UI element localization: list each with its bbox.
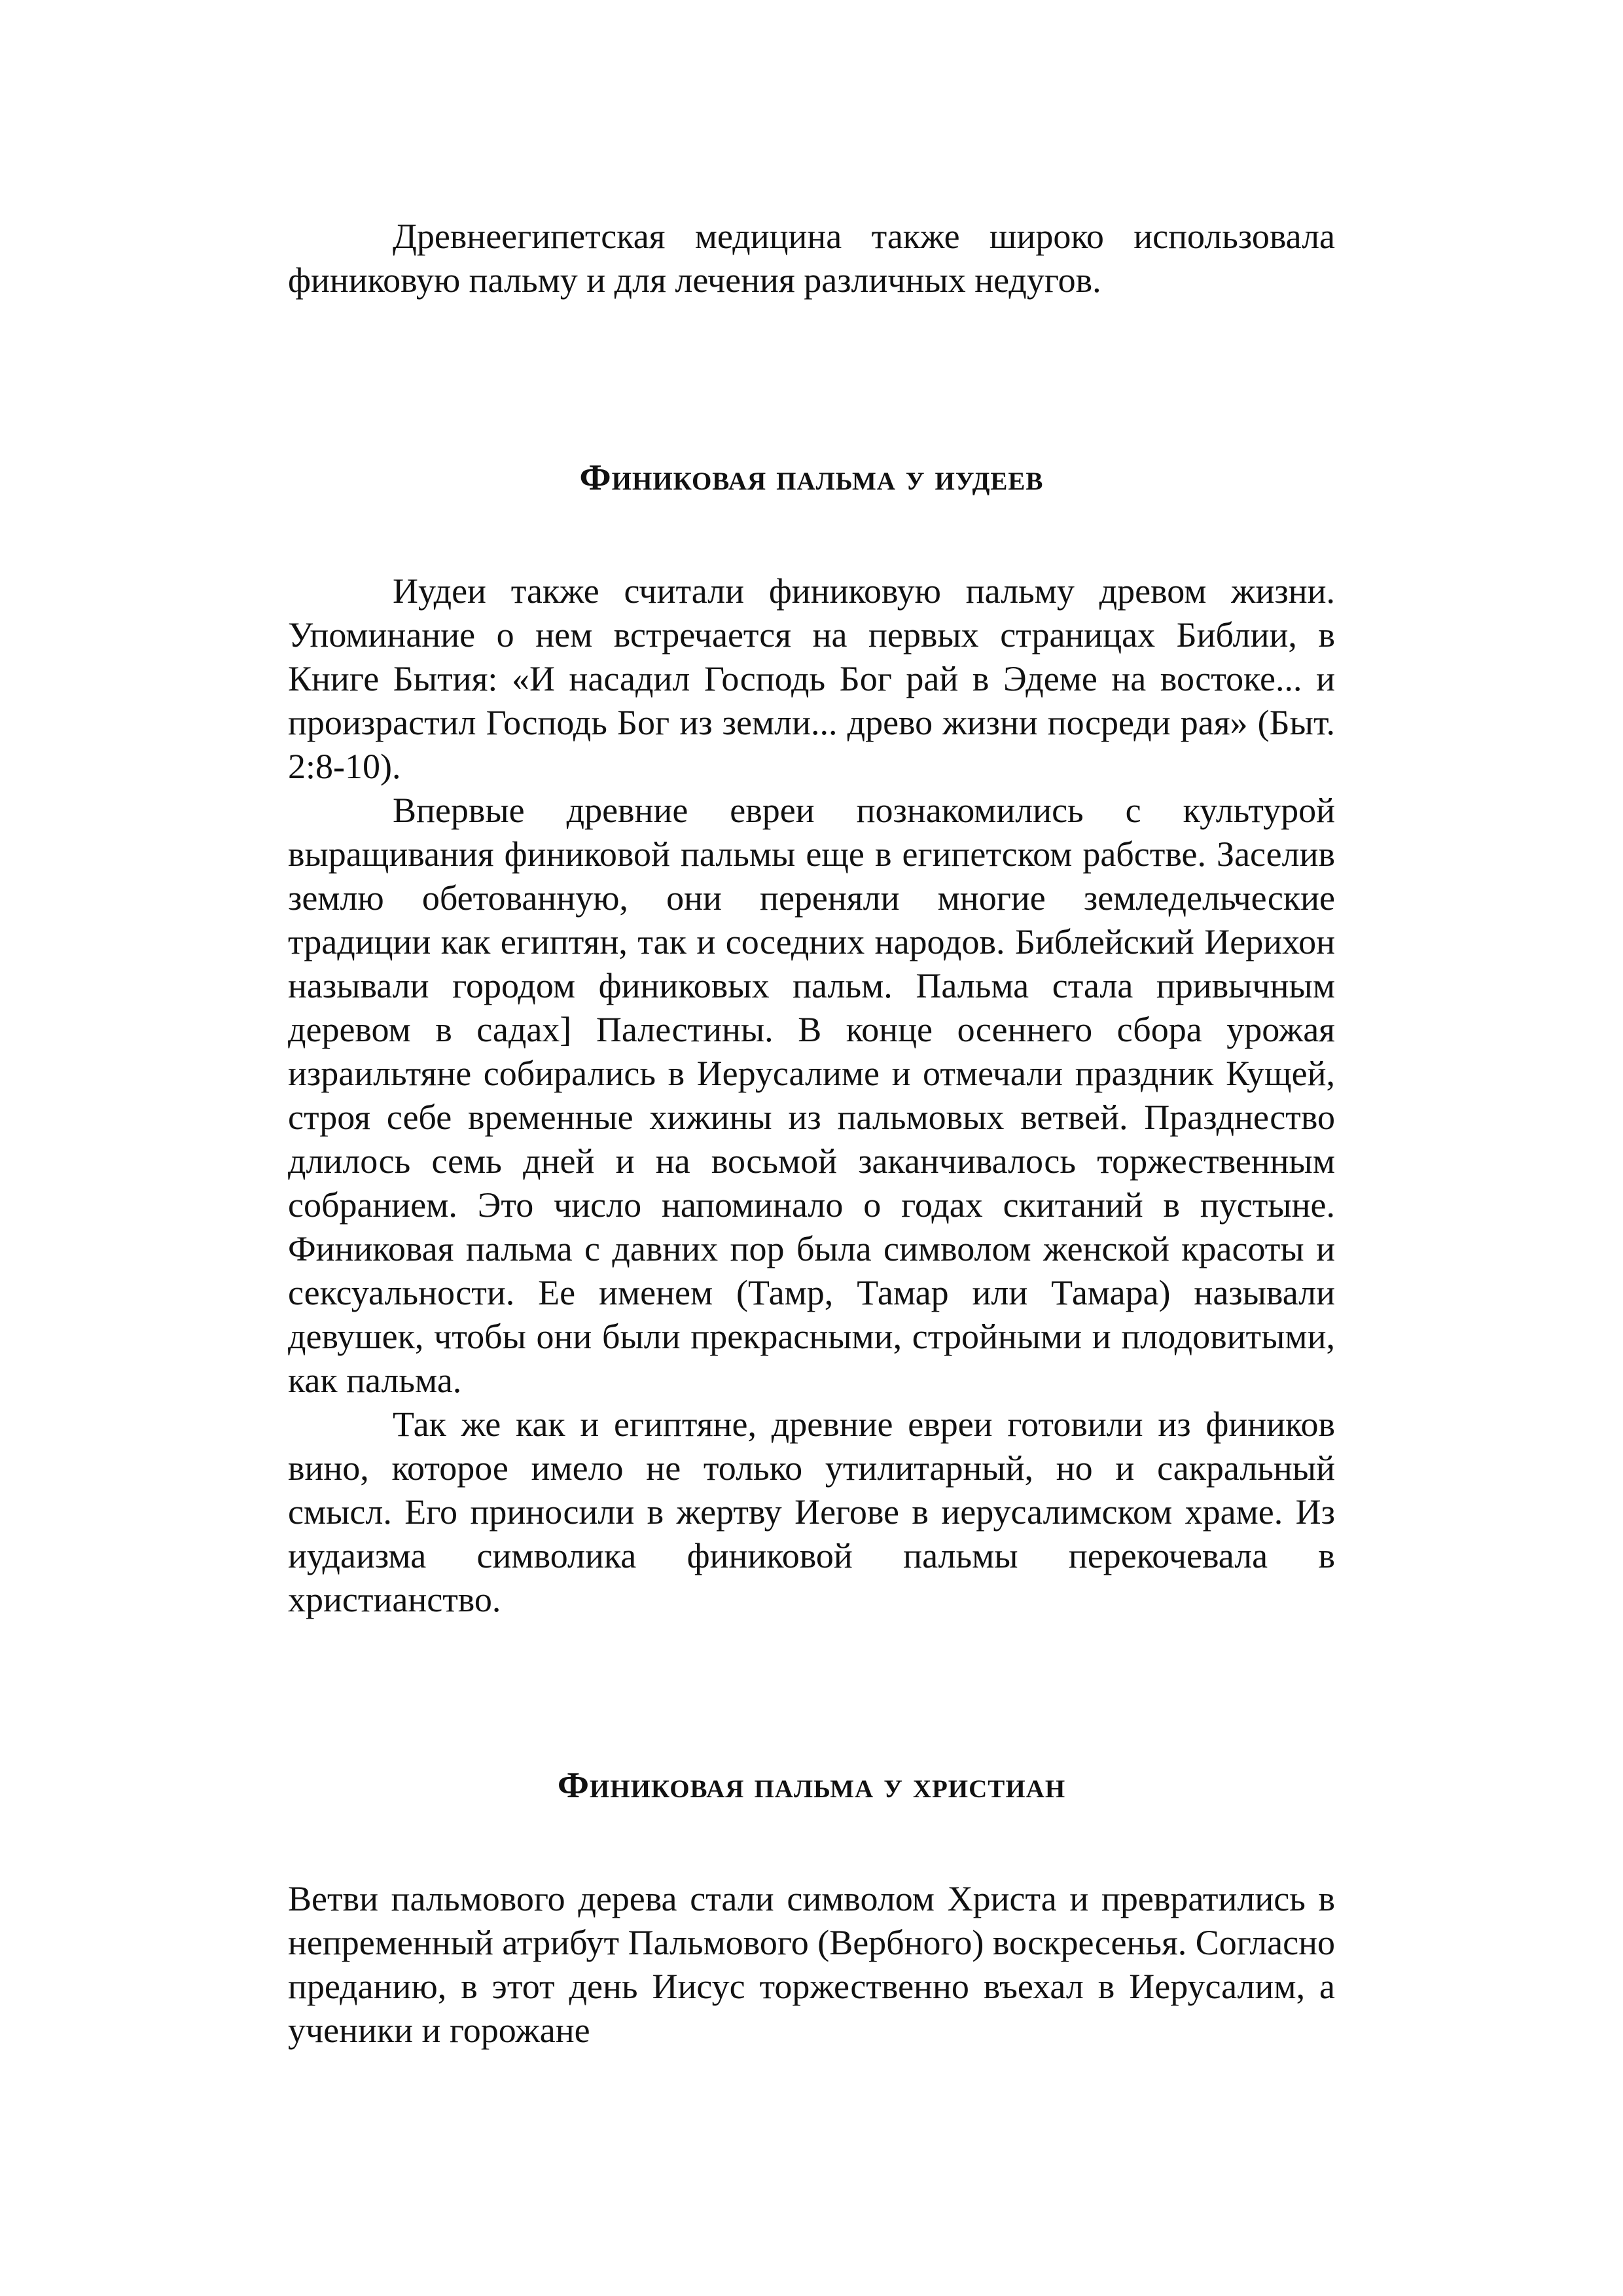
judaism-paragraph-3: Так же как и египтяне, древние евреи готовили из фиников вино, которое имело не только утилитарный, но и сакральный смысл. Его приносили в жертву Иегове в иерусалимском храме. Из иудаизма символика финиковой пальмы перекочевала в христианство. — [288, 1405, 1335, 1619]
section-heading-christian: Финиковая пальма у христиан — [557, 1765, 1066, 1806]
judaism-paragraph-1: Иудеи также считали финиковую пальму древом жизни. Упоминание о нем встречается на первых страницах Библии, в Книге Бытия: «И насадил Господь Бог рай в Эдеме на востоке... и произрастил Господь Бог из земли... древо жизни посреди рая» (Быт. 2:8-10). — [288, 571, 1335, 786]
christian-paragraph-1: Ветви пальмового дерева стали символом Христа и превратились в непременный атрибут Пальмового (Вербного) воскресенья. Согласно преданию, в этот день Иисус торжественно въехал в Иерусалим, а ученики и горожане — [288, 1879, 1335, 2050]
intro-text-block — [288, 215, 1335, 302]
judaism-text-block — [288, 569, 1335, 1622]
section-heading-judaism: Финиковая пальма у иудеев — [579, 457, 1044, 498]
intro-paragraph-1: Древнеегипетская медицина также широко использовала финиковую пальму и для лечения различных недугов. — [288, 217, 1335, 300]
christian-text-block — [288, 1877, 1335, 2053]
judaism-paragraph-2: Впервые древние евреи познакомились с культурой выращивания финиковой пальмы еще в египетском рабстве. Заселив землю обетованную, они переняли многие земледельческие традиции как египтян, так и соседних народов. Библейский Иерихон называли городом финиковых пальм. Пальма стала привычным деревом в садах] Палестины. В конце осеннего сбора урожая израильтяне собирались в Иерусалиме и отмечали праздник Кущей, строя себе временные хижины из пальмовых ветвей. Празднество длилось семь дней и на восьмой заканчивалось торжественным собранием. Это число напоминало о годах скитаний в пустыне. Финиковая пальма с давних пор была символом женской красоты и сексуальности. Ее именем (Тамр, Тамар или Тамара) называли девушек, чтобы они были прекрасными, стройными и плодовитыми, как пальма. — [288, 791, 1335, 1400]
